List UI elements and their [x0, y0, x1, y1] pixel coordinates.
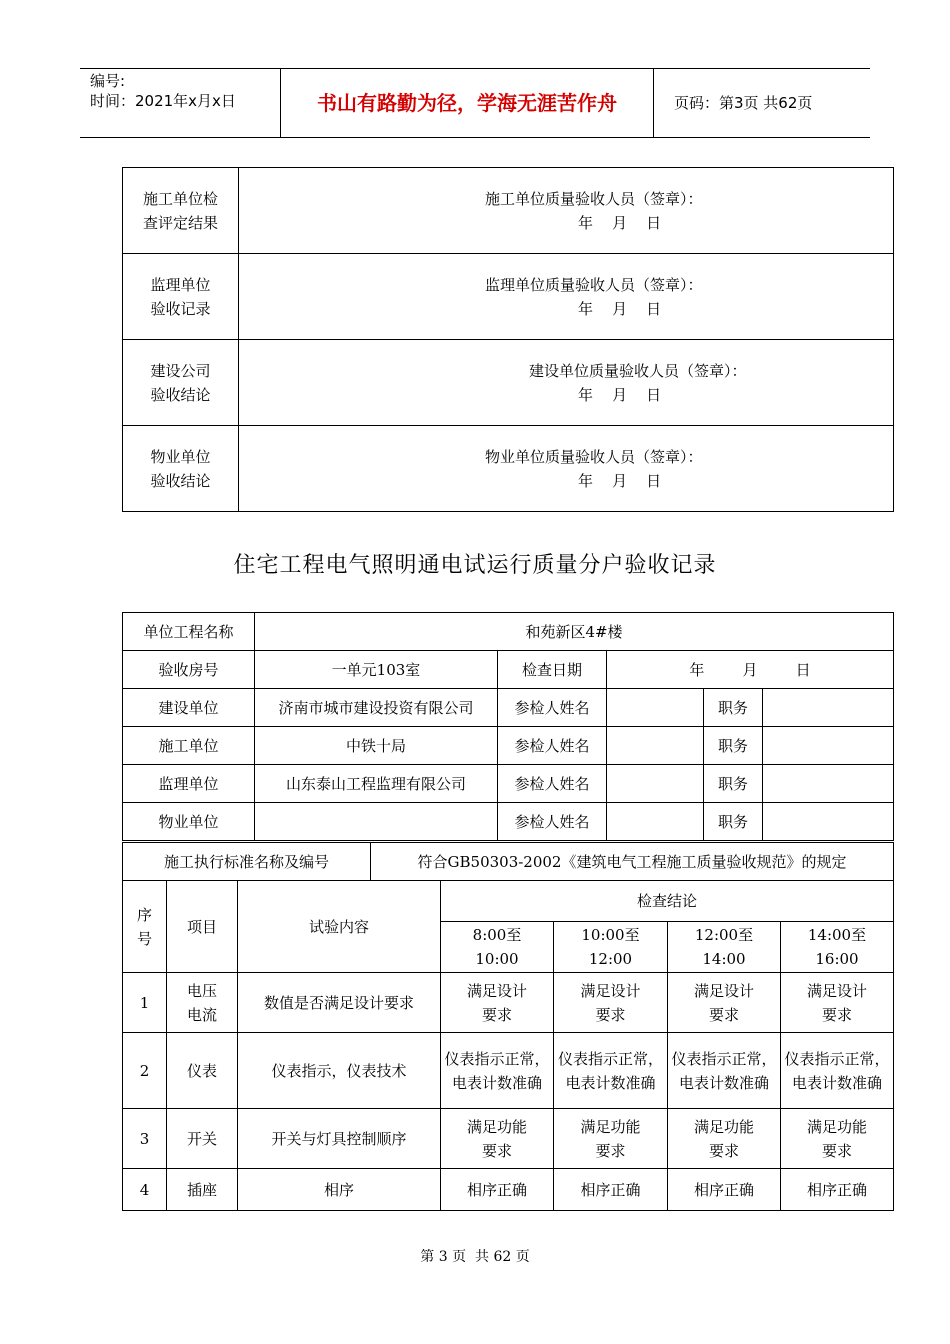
info-row-project: [123, 613, 894, 651]
sign-row: [123, 254, 894, 340]
standard-row: [123, 843, 894, 881]
sign-row: [123, 168, 894, 254]
signer-text: 建设单位质量验收人员（签章）：: [529, 361, 747, 380]
col-seq: 序号: [123, 881, 167, 973]
party-label: 建设单位: [123, 689, 255, 727]
check-row: [123, 1169, 894, 1211]
check-header-row: [123, 881, 894, 922]
row-result: 满足功能要求: [781, 1109, 894, 1169]
room-value: 一单元103室: [255, 651, 498, 689]
room-label: 验收房号: [123, 651, 255, 689]
time-to: 14:00: [702, 950, 746, 968]
row-item: 仪表: [167, 1033, 238, 1109]
label-line: 建设公司: [150, 361, 211, 380]
party-value: 济南市城市建设投资有限公司: [255, 689, 498, 727]
doc-number-label: 编号:: [90, 72, 126, 90]
row-result: 相序正确: [781, 1169, 894, 1211]
sign-date: 年 月 日: [578, 471, 662, 490]
standard-label: 施工执行标准名称及编号: [123, 843, 371, 881]
header-motto: 书山有路勤为径，学海无涯苦作舟: [281, 69, 654, 137]
project-value: 和苑新区4#楼: [255, 613, 894, 651]
signer-text: 物业单位质量验收人员（签章）：: [485, 447, 703, 466]
row-item: 电压电流: [167, 973, 238, 1033]
label-line: 验收记录: [150, 299, 211, 318]
row-result: 仪表指示正常，电表计数准确: [668, 1033, 781, 1109]
label-line: 验收结论: [150, 385, 211, 404]
row-result: 满足设计要求: [668, 973, 781, 1033]
sign-date: 年 月 日: [578, 299, 662, 318]
row-content: 开关与灯具控制顺序: [238, 1109, 441, 1169]
inspector-label: 参检人姓名: [498, 727, 607, 765]
row-content: 仪表指示，仪表技术: [238, 1033, 441, 1109]
party-label: 物业单位: [123, 803, 255, 841]
party-row: [123, 765, 894, 803]
label-line: 物业单位: [150, 447, 211, 466]
info-row-room: [123, 651, 894, 689]
sign-cell: [239, 254, 894, 340]
row-content: 相序: [238, 1169, 441, 1211]
sign-cell: [239, 168, 894, 254]
row-result: 满足设计要求: [554, 973, 668, 1033]
sign-row-label: [123, 168, 239, 254]
position-value: [763, 727, 894, 765]
label-line: 施工单位检: [142, 189, 218, 208]
time-slot: [668, 922, 781, 973]
row-seq: 3: [123, 1109, 167, 1169]
time-from: 10:00至: [581, 926, 640, 944]
sign-row-label: [123, 340, 239, 426]
sign-row: [123, 340, 894, 426]
row-result: 满足设计要求: [781, 973, 894, 1033]
inspector-value: [607, 727, 704, 765]
label-line: 验收结论: [150, 471, 211, 490]
check-row: [123, 973, 894, 1033]
party-value: 中铁十局: [255, 727, 498, 765]
inspector-value: [607, 765, 704, 803]
info-table: [122, 612, 894, 841]
row-result: 相序正确: [668, 1169, 781, 1211]
inspector-value: [607, 689, 704, 727]
col-result: 检查结论: [441, 881, 894, 922]
col-item: 项目: [167, 881, 238, 973]
row-result: 相序正确: [554, 1169, 668, 1211]
party-label: 监理单位: [123, 765, 255, 803]
row-content: 数值是否满足设计要求: [238, 973, 441, 1033]
row-result: 相序正确: [441, 1169, 554, 1211]
row-result: 满足功能要求: [668, 1109, 781, 1169]
project-label: 单位工程名称: [123, 613, 255, 651]
party-label: 施工单位: [123, 727, 255, 765]
signer-text: 监理单位质量验收人员（签章）：: [485, 275, 703, 294]
row-result: 仪表指示正常，电表计数准确: [781, 1033, 894, 1109]
inspector-value: [607, 803, 704, 841]
sign-row: [123, 426, 894, 512]
position-value: [763, 803, 894, 841]
label-line: 查评定结果: [142, 213, 218, 232]
row-item: 开关: [167, 1109, 238, 1169]
row-item: 插座: [167, 1169, 238, 1211]
row-seq: 1: [123, 973, 167, 1033]
signer-text: 施工单位质量验收人员（签章）：: [485, 189, 703, 208]
time-from: 8:00至: [472, 926, 522, 944]
row-result: 满足设计要求: [441, 973, 554, 1033]
sign-cell: [239, 340, 894, 426]
sign-date: 年 月 日: [578, 213, 662, 232]
row-result: 仪表指示正常，电表计数准确: [554, 1033, 668, 1109]
time-to: 16:00: [815, 950, 859, 968]
sign-cell: [239, 426, 894, 512]
date-value: 年 月 日: [607, 651, 894, 689]
position-value: [763, 689, 894, 727]
time-slot: [781, 922, 894, 973]
page-footer: 第 3 页 共 62 页: [420, 1249, 530, 1265]
position-label: 职务: [704, 765, 763, 803]
sign-row-label: [123, 254, 239, 340]
doc-time: 时间：2021年x月x日: [90, 92, 236, 110]
page-header: [80, 68, 870, 138]
inspector-label: 参检人姓名: [498, 765, 607, 803]
time-from: 12:00至: [694, 926, 754, 944]
check-table: [122, 880, 894, 1211]
check-row: [123, 1109, 894, 1169]
sign-date: 年 月 日: [578, 385, 662, 404]
record-title: 住宅工程电气照明通电试运行质量分户验收记录: [233, 553, 717, 578]
row-result: 满足功能要求: [441, 1109, 554, 1169]
standard-value: 符合GB50303-2002《建筑电气工程施工质量验收规范》的规定: [371, 843, 894, 881]
time-slot: [554, 922, 668, 973]
date-label: 检查日期: [498, 651, 607, 689]
label-line: 监理单位: [150, 275, 211, 294]
time-to: 12:00: [588, 950, 633, 968]
position-label: 职务: [704, 727, 763, 765]
check-row: [123, 1033, 894, 1109]
sign-table: [122, 167, 894, 512]
time-slot: [441, 922, 554, 973]
row-result: 仪表指示正常，电表计数准确: [441, 1033, 554, 1109]
page-info-text: 页码：第3页 共62页: [674, 94, 813, 112]
standard-table: [122, 842, 894, 881]
position-label: 职务: [704, 803, 763, 841]
time-to: 10:00: [475, 950, 519, 968]
party-row: [123, 689, 894, 727]
col-content: 试验内容: [238, 881, 441, 973]
row-seq: 4: [123, 1169, 167, 1211]
time-from: 14:00至: [807, 926, 867, 944]
row-result: 满足功能要求: [554, 1109, 668, 1169]
row-seq: 2: [123, 1033, 167, 1109]
party-row: [123, 727, 894, 765]
page-info: [664, 69, 870, 137]
inspector-label: 参检人姓名: [498, 689, 607, 727]
inspector-label: 参检人姓名: [498, 803, 607, 841]
position-label: 职务: [704, 689, 763, 727]
position-value: [763, 765, 894, 803]
header-meta: [80, 69, 281, 137]
party-value: 山东泰山工程监理有限公司: [255, 765, 498, 803]
sign-row-label: [123, 426, 239, 512]
party-row: [123, 803, 894, 841]
party-value: [255, 803, 498, 841]
